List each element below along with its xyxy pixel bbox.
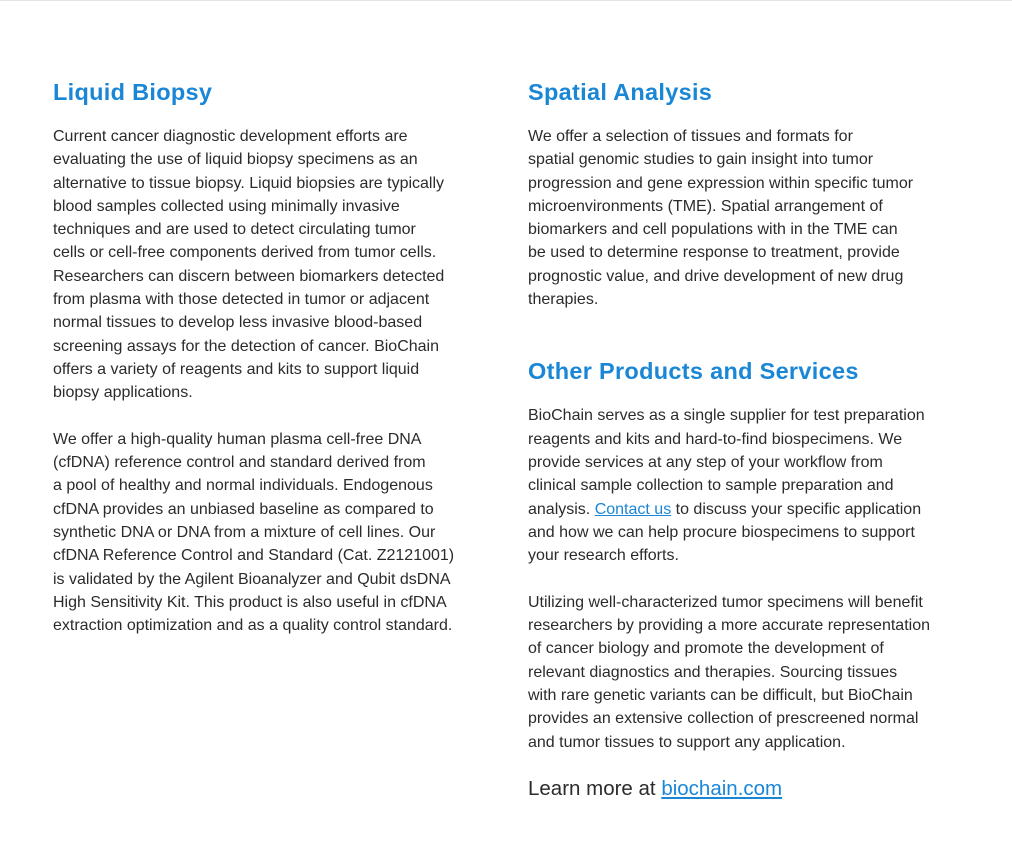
text-line: normal tissues to develop less invasive blood-based [53,314,423,332]
text-line: techniques and are used to detect circulating tumor [53,221,416,239]
liquid-biopsy-paragraph-2 [53,428,483,638]
other-products-paragraph-2 [528,591,958,754]
text-line: provides an extensive collection of prescreened normal [528,710,919,728]
text-line: Utilizing well-characterized tumor specimens will benefit [528,593,923,611]
text-line: We offer a selection of tissues and formats for [528,128,853,145]
text-line: offers a variety of reagents and kits to support liquid [53,360,420,378]
text-line: therapies. [528,291,599,309]
text-line: provide services at any step of your workflow from [528,453,883,471]
text-line: and tumor tissues to support any application. [528,733,846,751]
text-line: is validated by the Agilent Bioanalyzer and Qubit dsDNA [53,570,451,588]
right-column [528,76,958,803]
text-line: alternative to tissue biopsy. Liquid biopsies are typically [53,174,445,192]
text-line: progression and gene expression within specific tumor [528,174,914,192]
liquid-biopsy-paragraph-1 [53,125,483,405]
text-line: microenvironments (TME). Spatial arrangement of [528,197,883,215]
text-line: Current cancer diagnostic development efforts are [53,128,408,145]
text-line: evaluating the use of liquid biopsy specimens as an [53,151,418,169]
text-line: prognostic value, and drive development of new drug [528,267,904,285]
text-line: cfDNA Reference Control and Standard (Cat. Z2121001) [53,547,455,565]
text-line: High Sensitivity Kit. This product is also useful in cfDNA [53,593,447,611]
text-line: spatial genomic studies to gain insight into tumor [528,151,874,169]
text-line: extraction optimization and as a quality control standard. [53,617,453,635]
top-divider [0,0,1012,1]
text-line: blood samples collected using minimally invasive [53,197,400,215]
spatial-analysis-paragraph [528,125,958,311]
text-line: synthetic DNA or DNA from a mixture of cell lines. Our [53,524,436,542]
other-products-paragraph-1 [528,404,958,567]
text-line: relevant diagnostics and therapies. Sourcing tissues [528,663,898,681]
text-fragment: to discuss your specific application [671,500,922,518]
text-line: screening assays for the detection of cancer. BioChain [53,337,439,355]
text-line: (cfDNA) reference control and standard derived from [53,454,426,472]
text-line: of cancer biology and promote the development of [528,640,884,658]
biochain-website-link[interactable]: biochain.com [661,776,783,800]
contact-us-link[interactable]: Contact us [594,500,672,518]
text-line: from plasma with those detected in tumor or adjacent [53,291,430,309]
text-line: researchers by providing a more accurate representation [528,617,930,635]
text-line: cells or cell-free components derived from tumor cells. [53,244,437,262]
text-line: a pool of healthy and normal individuals. Endogenous [53,477,433,495]
text-line: be used to determine response to treatment, provide [528,244,900,262]
other-products-heading: Other Products and Services [528,358,859,385]
text-line: biomarkers and cell populations with in the TME can [528,221,898,239]
text-fragment: analysis. [528,500,595,518]
text-line: clinical sample collection to sample preparation and [528,477,894,495]
text-line: biopsy applications. [53,384,193,402]
learn-more-line [528,775,958,803]
text-line: and how we can help procure biospecimens to support [528,523,915,541]
text-line: Researchers can discern between biomarkers detected [53,267,445,285]
liquid-biopsy-heading: Liquid Biopsy [53,79,213,105]
learn-more-prefix: Learn more at [528,776,662,800]
text-line: with rare genetic variants can be difficult, but BioChain [528,686,913,704]
text-line: reagents and kits and hard-to-find biospecimens. We [528,430,903,448]
text-line: BioChain serves as a single supplier for test preparation [528,407,925,425]
text-line: your research efforts. [528,547,679,565]
left-column [53,76,483,638]
text-line: We offer a high-quality human plasma cell-free DNA [53,430,422,448]
text-line-with-link [528,498,958,521]
text-line: cfDNA provides an unbiased baseline as compared to [53,500,434,518]
spatial-analysis-heading: Spatial Analysis [528,79,713,105]
